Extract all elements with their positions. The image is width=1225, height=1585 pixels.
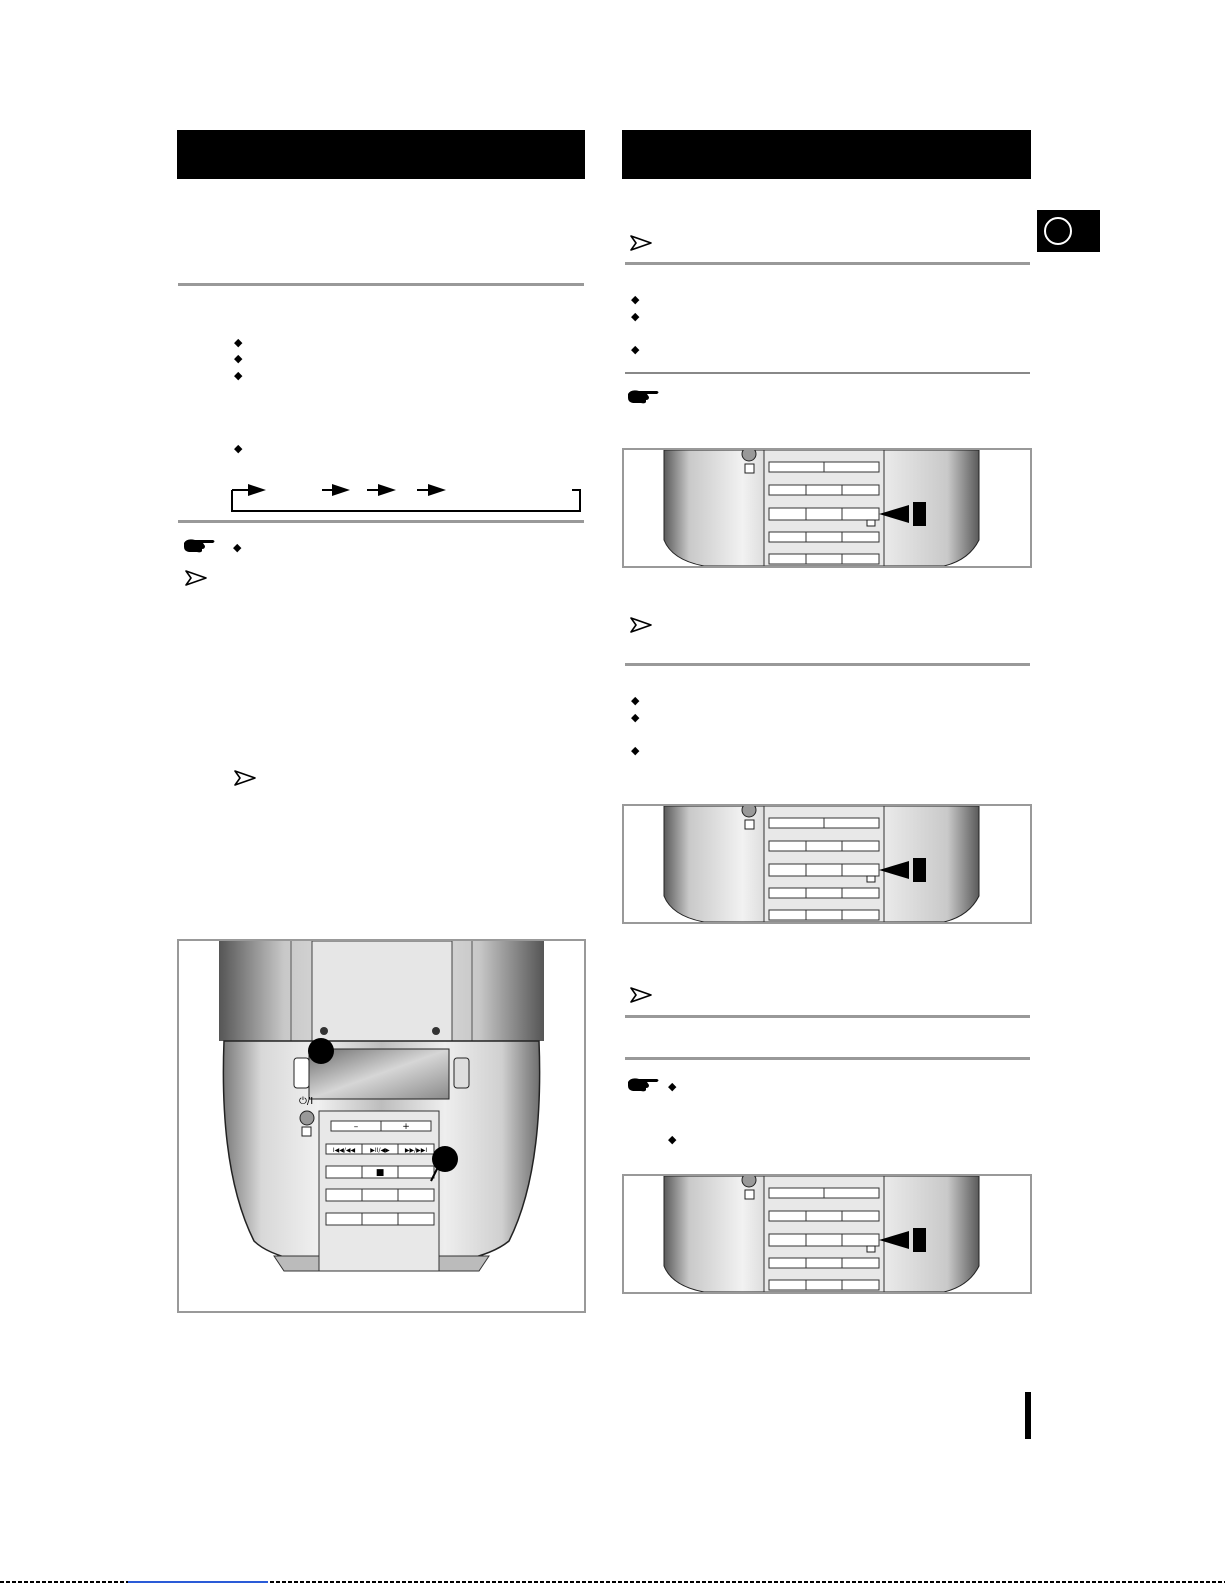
right-rule-4 <box>625 1015 1030 1018</box>
bullet-marker: ◆ <box>631 310 640 323</box>
bullet-marker: ◆ <box>631 694 640 707</box>
stop-button: ■ <box>375 1168 385 1178</box>
mode-cycle-diagram <box>222 480 584 516</box>
page-number-bar <box>1025 1392 1031 1439</box>
pointing-hand-icon <box>627 1076 661 1092</box>
arrowhead-icon <box>630 987 652 1003</box>
minus-button: – <box>353 1122 359 1132</box>
left-section-header-bar <box>177 130 585 179</box>
bullet-marker: ◆ <box>668 1080 677 1093</box>
arrowhead-icon <box>630 617 652 633</box>
pointing-hand-icon <box>183 537 217 553</box>
right-rule-3 <box>625 663 1030 666</box>
arrowhead-icon <box>234 770 256 786</box>
bullet-marker: ◆ <box>234 369 243 382</box>
bullet-marker: ◆ <box>234 442 243 455</box>
right-section-header-bar <box>622 130 1031 179</box>
pointing-hand-icon <box>627 388 661 404</box>
bullet-marker: ◆ <box>233 541 242 554</box>
bullet-marker: ◆ <box>631 711 640 724</box>
arrowhead-icon <box>185 570 207 586</box>
bullet-marker: ◆ <box>631 293 640 306</box>
plus-button: + <box>402 1122 410 1132</box>
language-tab-circle <box>1044 217 1072 245</box>
device-front-illustration <box>177 939 586 1313</box>
bullet-marker: ◆ <box>234 336 243 349</box>
bullet-marker: ◆ <box>234 352 243 365</box>
arrowhead-icon <box>630 235 652 251</box>
panel-figure-3 <box>622 1174 1032 1294</box>
language-tab <box>1037 210 1100 252</box>
bottom-edge-segment <box>128 1581 268 1583</box>
prev-button: I◀◀/◀◀ <box>332 1147 356 1154</box>
right-rule-5 <box>625 1057 1030 1060</box>
right-rule-1 <box>625 262 1030 265</box>
bullet-marker: ◆ <box>631 744 640 757</box>
left-rule-1 <box>178 283 584 286</box>
left-rule-2 <box>178 520 584 523</box>
bullet-marker: ◆ <box>631 343 640 356</box>
bullet-marker: ◆ <box>668 1133 677 1146</box>
panel-figure-1 <box>622 448 1032 568</box>
next-button: ▶▶/▶▶I <box>404 1147 428 1154</box>
panel-figure-2 <box>622 804 1032 924</box>
power-label: ⏻/I <box>299 1096 314 1107</box>
play-pause-button: ▶II/◀▶ <box>370 1147 390 1154</box>
right-rule-2 <box>625 372 1030 374</box>
